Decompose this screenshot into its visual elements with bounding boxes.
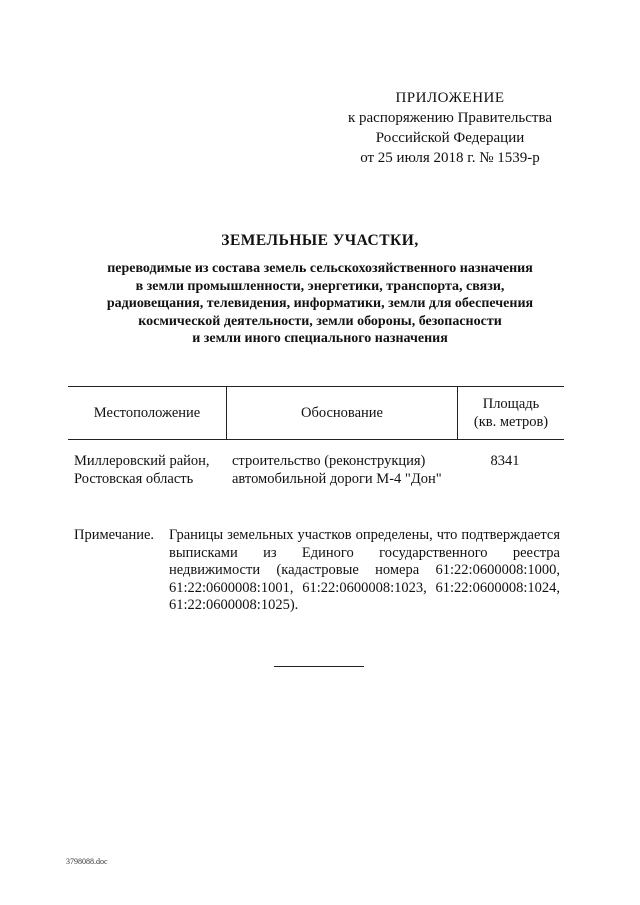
column-header-area [458, 387, 564, 439]
heading-subtitle-line: и земли иного специального назначения [192, 331, 448, 346]
column-header-location: Местоположение [68, 387, 227, 439]
heading-subtitle-line: радиовещания, телевидения, информатики, земли для обеспечения [106, 296, 534, 311]
cell-basis-line-1: строительство (реконструкция) [232, 453, 426, 469]
appendix-block [330, 88, 570, 168]
heading-subtitle [60, 260, 580, 348]
cell-location-line-1: Миллеровский район, [74, 453, 210, 469]
column-header-area-line-2: (кв. метров) [473, 414, 549, 430]
closing-divider [274, 666, 364, 667]
appendix-line-1: к распоряжению Правительства [347, 110, 552, 126]
cell-area: 8341 [490, 453, 520, 469]
appendix-title: ПРИЛОЖЕНИЕ [395, 90, 505, 106]
table-header [68, 386, 564, 440]
heading-title: ЗЕМЕЛЬНЫЕ УЧАСТКИ, [221, 232, 419, 249]
note-text: Границы земельных участков определены, что подтверждается выписками из Единого государственного реестра недвижимости (кадастровые номера 61:22:0600008:1000, 61:22:0600008:1001, 61:22:0600008:1023, 61:22:0600008:1024, 61:22:0600008:1025). [169, 527, 560, 613]
heading-subtitle-line: космической деятельности, земли обороны, безопасности [138, 313, 502, 329]
document-code: 3798088.doc [66, 857, 108, 866]
cell-location-line-2: Ростовская область [74, 471, 194, 487]
table-row [68, 452, 564, 488]
column-header-basis: Обоснование [227, 387, 458, 439]
heading-subtitle-line: переводимые из состава земель сельскохозяйственного назначения [107, 261, 533, 276]
document-heading [60, 232, 580, 348]
cell-basis-line-2: автомобильной дороги М-4 "Дон" [232, 471, 442, 487]
note-label: Примечание. [74, 527, 155, 543]
appendix-line-3: от 25 июля 2018 г. № 1539-р [360, 150, 540, 166]
heading-subtitle-line: в земли промышленности, энергетики, транспорта, связи, [135, 278, 505, 294]
cell-location [68, 452, 226, 488]
column-header-area-line-1: Площадь [482, 396, 540, 412]
appendix-line-2: Российской Федерации [375, 130, 525, 146]
cell-basis [226, 452, 456, 488]
note-block [74, 527, 560, 615]
